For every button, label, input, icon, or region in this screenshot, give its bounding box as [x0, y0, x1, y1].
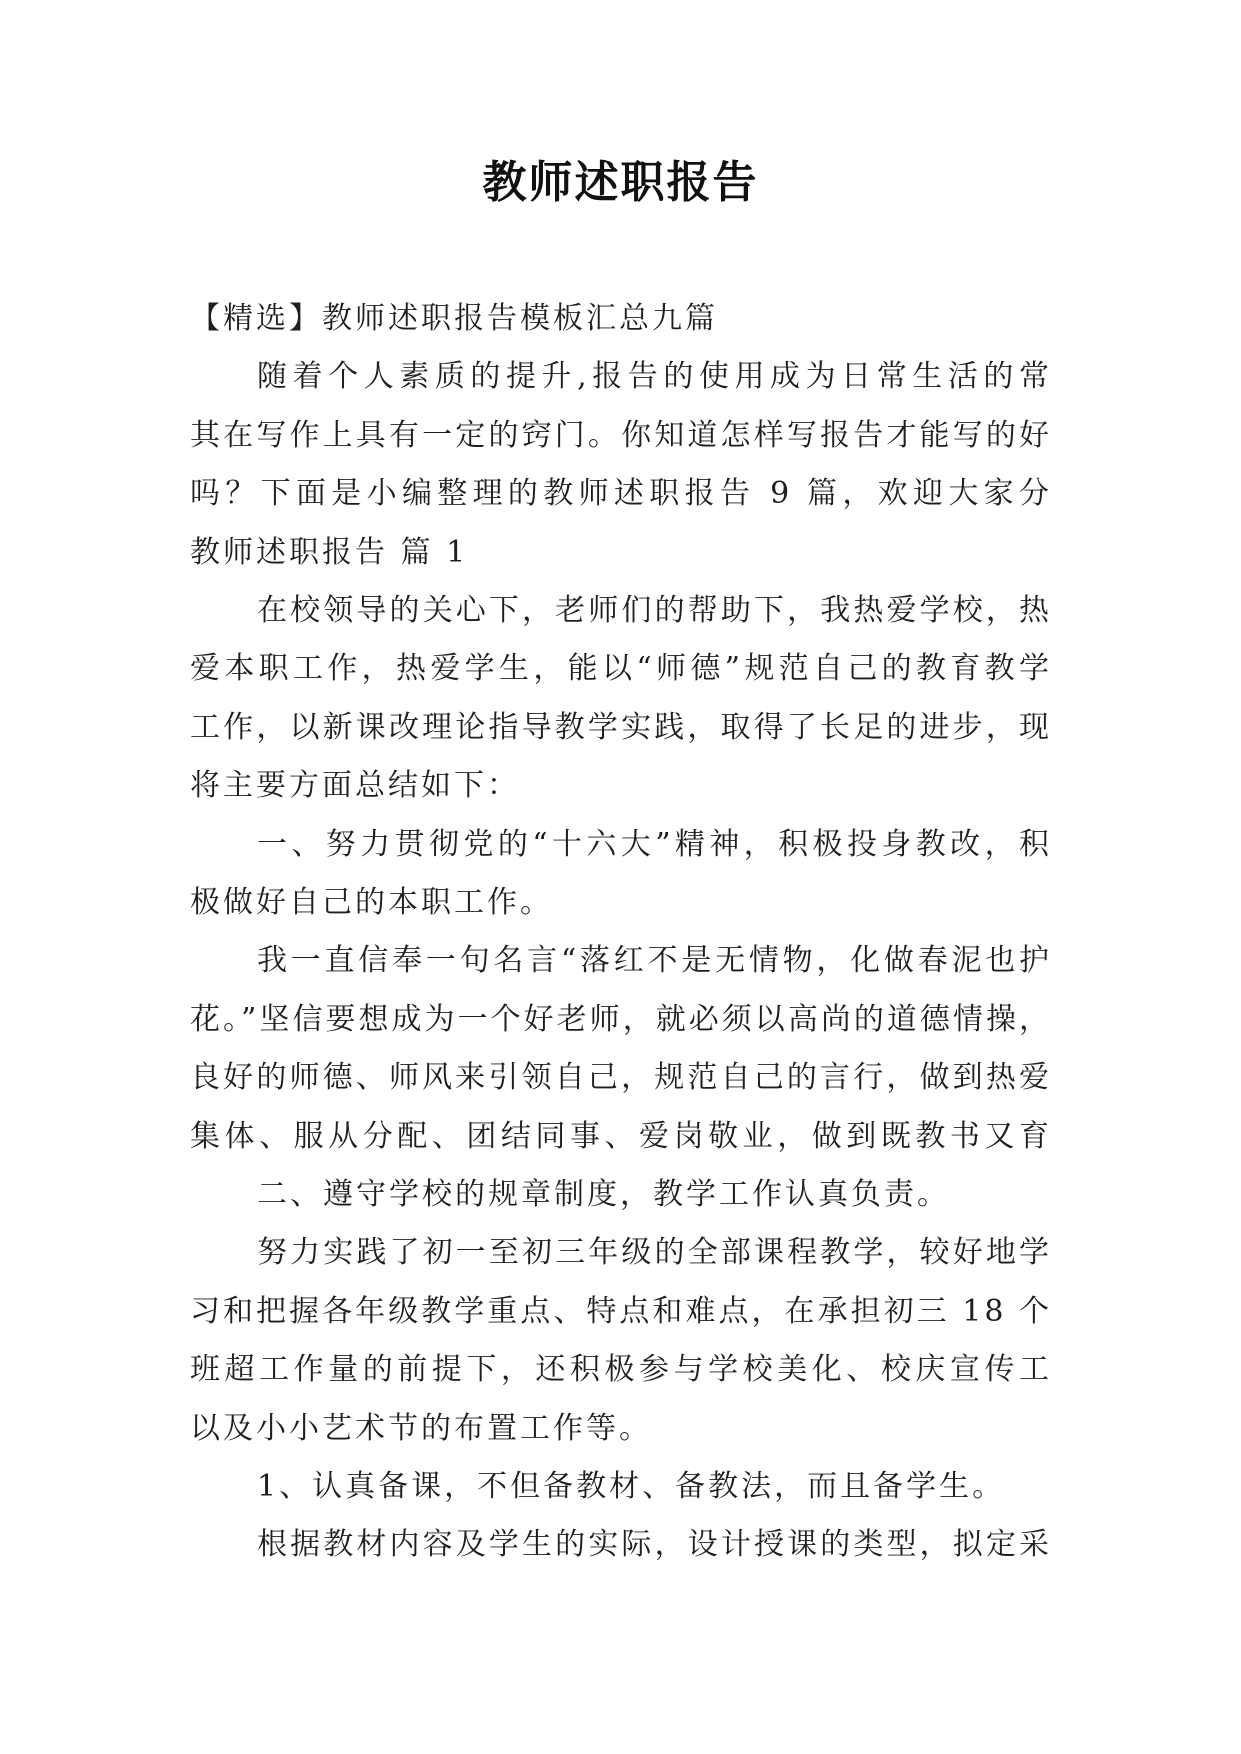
- body-line: 根据教材内容及学生的实际，设计授课的类型，拟定采: [257, 1527, 1052, 1562]
- section-heading: 教师述职报告 篇 1: [190, 535, 469, 570]
- body-line: 爱本职工作，热爱学生，能以“师德”规范自己的教育教学: [190, 651, 1052, 686]
- body-line: 其在写作上具有一定的窍门。你知道怎样写报告才能写的好: [190, 418, 1052, 453]
- body-line: 一、努力贯彻党的“十六大”精神，积极投身教改，积: [257, 827, 1052, 862]
- document-subtitle: 【精选】教师述职报告模板汇总九篇: [190, 301, 718, 336]
- body-line: 二、遵守学校的规章制度，教学工作认真负责。: [257, 1177, 950, 1212]
- body-line: 1、认真备课，不但备教材、备教法，而且备学生。: [257, 1469, 1006, 1504]
- body-line: 良好的师德、师风来引领自己，规范自己的言行，做到热爱: [190, 1060, 1052, 1095]
- document-title: 教师述职报告: [482, 157, 759, 208]
- body-line: 班超工作量的前提下，还积极参与学校美化、校庆宣传工: [190, 1352, 1052, 1387]
- body-line: 吗？下面是小编整理的教师述职报告 9 篇，欢迎大家分: [190, 476, 1052, 511]
- body-line: 我一直信奉一句名言“落红不是无情物，化做春泥也护: [257, 943, 1052, 978]
- body-line: 在校领导的关心下，老师们的帮助下，我热爱学校，热: [257, 593, 1052, 628]
- body-line: 习和把握各年级教学重点、特点和难点，在承担初三 18 个: [190, 1294, 1052, 1329]
- body-line: 工作，以新课改理论指导教学实践，取得了长足的进步，现: [190, 710, 1052, 745]
- body-line: 随着个人素质的提升,报告的使用成为日常生活的常: [257, 359, 1052, 394]
- body-line: 将主要方面总结如下：: [190, 768, 520, 803]
- body-line: 花。”坚信要想成为一个好老师，就必须以高尚的道德情操，: [190, 1002, 1052, 1037]
- body-line: 以及小小艺术节的布置工作等。: [190, 1411, 652, 1446]
- body-line: 极做好自己的本职工作。: [190, 885, 553, 920]
- body-line: 努力实践了初一至初三年级的全部课程教学，较好地学: [257, 1235, 1052, 1270]
- body-line: 集体、服从分配、团结同事、爱岗敬业，做到既教书又育: [190, 1119, 1052, 1154]
